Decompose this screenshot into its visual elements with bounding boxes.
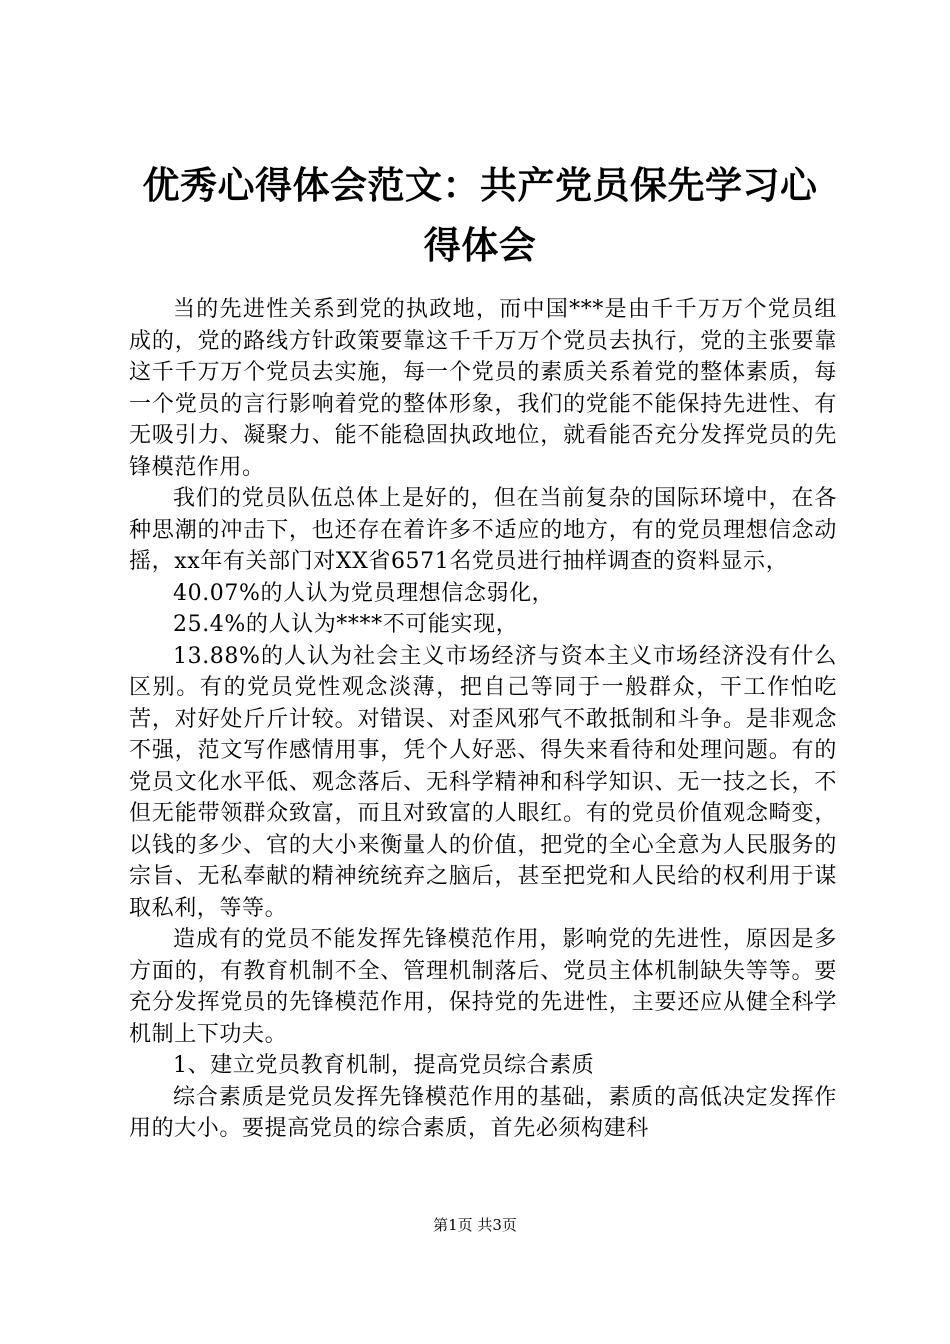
- page-number-footer: 第1页 共3页: [433, 1216, 517, 1234]
- paragraph: 我们的党员队伍总体上是好的，但在当前复杂的国际环境中，在各种思潮的冲击下，也还存在着许多不适应的地方，有的党员理想信念动摇，xx年有关部门对XX省6571名党员进行抽样调查的资料显示，: [129, 486, 837, 574]
- paragraph: 25.4%的人认为****不可能实现，: [173, 612, 519, 637]
- paragraph: 13.88%的人认为社会主义市场经济与资本主义市场经济没有什么区别。有的党员党性观念淡薄，把自己等同于一般群众，干工作怕吃苦，对好处斤斤计较。对错误、对歪风邪气不敢抵制和斗争。是非观念不强，范文写作感情用事，凭个人好恶、得失来看待和处理问题。有的党员文化水平低、观念落后、无科学精神和科学知识、无一技之长，不但无能带领群众致富，而且对致富的人眼红。有的党员价值观念畸变，以钱的多少、官的大小来衡量人的价值，把党的全心全意为人民服务的宗旨、无私奉献的精神统统弃之脑后，甚至把党和人民给的权利用于谋取私利，等等。: [129, 643, 837, 921]
- paragraph: 当的先进性关系到党的执政地，而中国***是由千千万万个党员组成的，党的路线方针政策要靠这千千万万个党员去执行，党的主张要靠这千千万万个党员去实施，每一个党员的素质关系着党的整体素质，每一个党员的言行影响着党的整体形象，我们的党能不能保持先进性、有无吸引力、凝聚力、能不能稳固执政地位，就看能否充分发挥党员的先锋模范作用。: [129, 297, 837, 480]
- document-body: [129, 294, 837, 1145]
- paragraph: 造成有的党员不能发挥先锋模范作用，影响党的先进性，原因是多方面的，有教育机制不全、管理机制落后、党员主体机制缺失等等。要充分发挥党员的先锋模范作用，保持党的先进性，主要还应从健全科学机制上下功夫。: [129, 927, 837, 1047]
- paragraph: 综合素质是党员发挥先锋模范作用的基础，素质的高低决定发挥作用的大小。要提高党员的综合素质，首先必须构建科: [129, 1084, 837, 1141]
- section-heading: 1、建立党员教育机制，提高党员综合素质: [173, 1053, 595, 1078]
- document-title: 优秀心得体会范文：共产党员保先学习心得体会: [142, 164, 818, 267]
- paragraph: 40.07%的人认为党员理想信念弱化，: [173, 580, 555, 606]
